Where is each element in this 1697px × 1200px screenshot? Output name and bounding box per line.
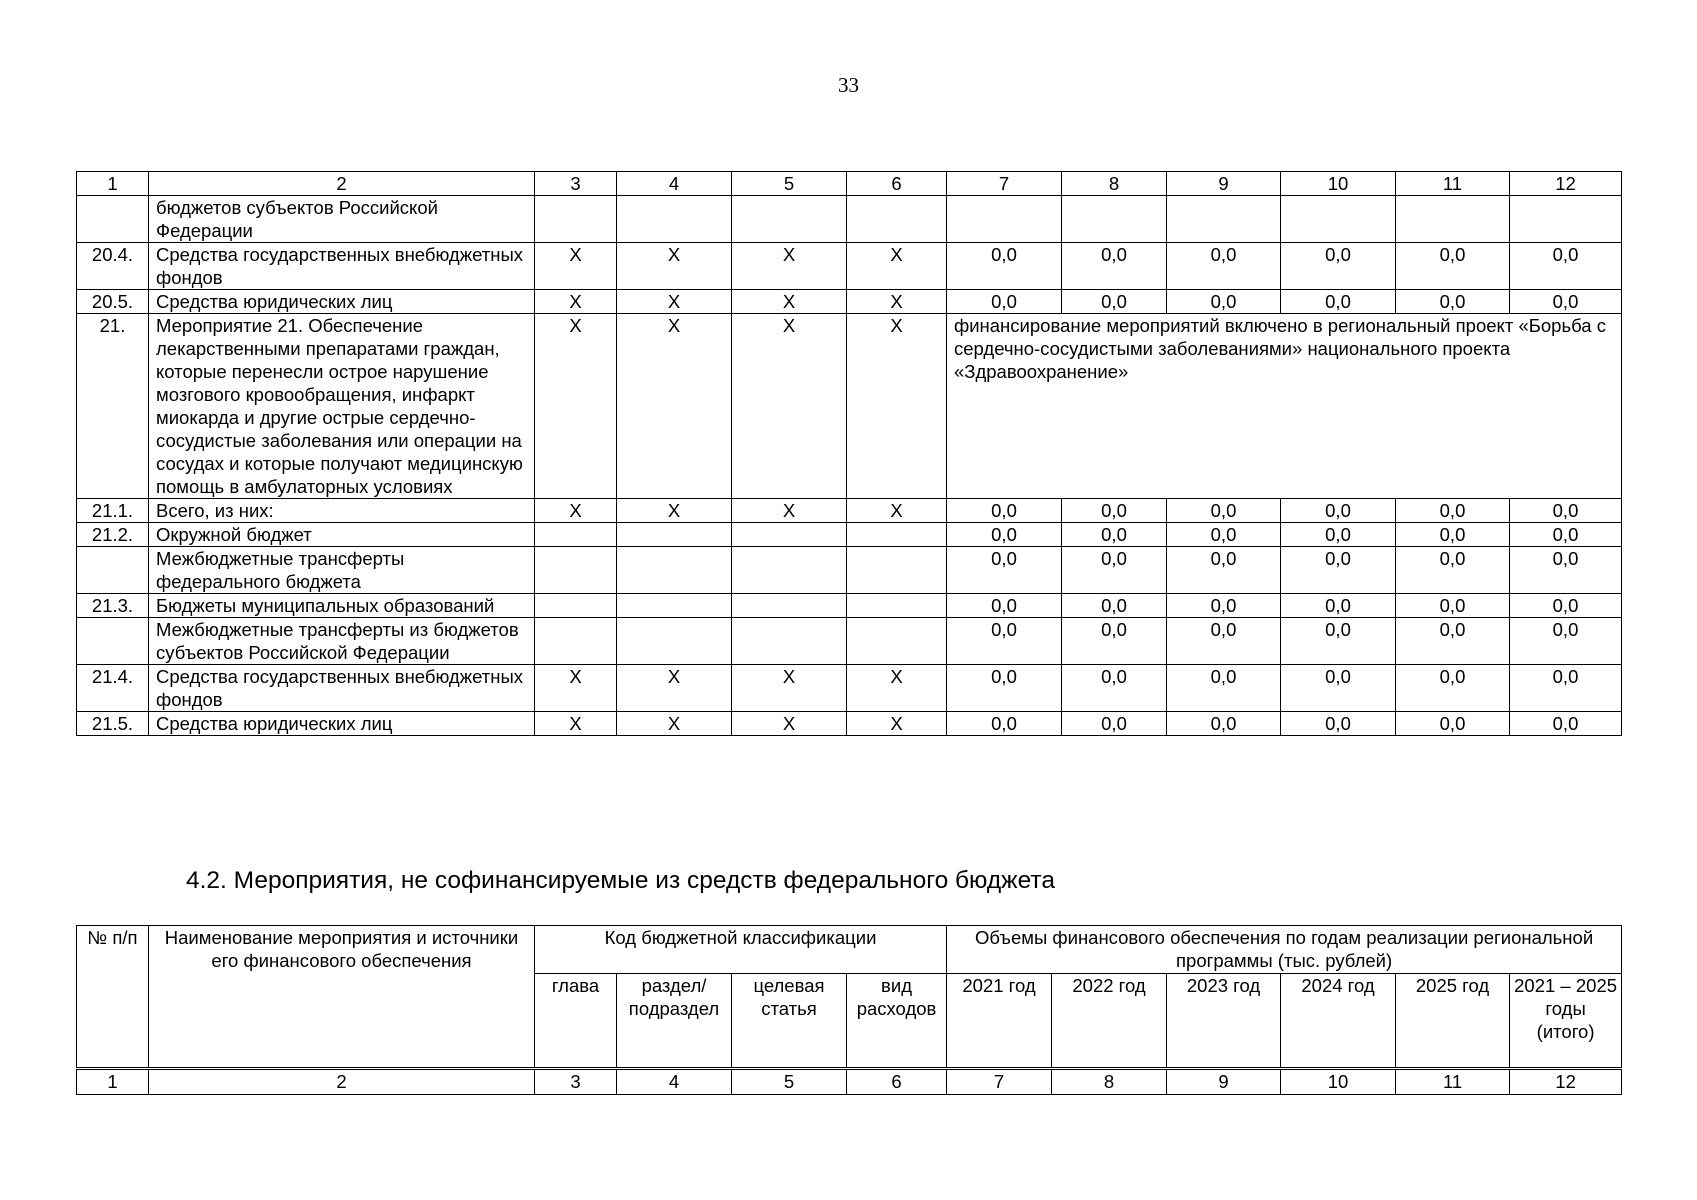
budget-code-cell: X <box>732 290 847 314</box>
column-number: 1 <box>77 172 149 196</box>
value-cell: 0,0 <box>1510 594 1622 618</box>
header-year-2025: 2025 год <box>1396 974 1510 1069</box>
budget-code-cell <box>847 523 947 547</box>
column-number: 5 <box>732 172 847 196</box>
table-row <box>77 712 1622 736</box>
value-cell <box>1281 196 1396 243</box>
column-number: 6 <box>847 1069 947 1095</box>
value-cell: 0,0 <box>1062 499 1167 523</box>
value-cell <box>1396 196 1510 243</box>
value-cell: 0,0 <box>1281 547 1396 594</box>
row-number <box>77 196 149 243</box>
budget-code-cell <box>732 594 847 618</box>
row-name: бюджетов субъектов Российской Федерации <box>149 196 535 243</box>
header-section: раздел/ подраздел <box>617 974 732 1069</box>
value-cell: 0,0 <box>1510 290 1622 314</box>
row-name: Окружной бюджет <box>149 523 535 547</box>
value-cell: 0,0 <box>1167 618 1281 665</box>
header-name: Наименование мероприятия и источники его финансового обеспечения <box>149 926 535 1069</box>
budget-code-cell: X <box>535 290 617 314</box>
budget-code-cell <box>617 523 732 547</box>
column-number: 12 <box>1510 172 1622 196</box>
value-cell: 0,0 <box>947 665 1062 712</box>
column-number: 8 <box>1062 172 1167 196</box>
table-row <box>77 290 1622 314</box>
value-cell: 0,0 <box>1396 547 1510 594</box>
row-number: 20.5. <box>77 290 149 314</box>
value-cell: 0,0 <box>1167 290 1281 314</box>
value-cell: 0,0 <box>1396 523 1510 547</box>
column-number: 9 <box>1167 1069 1281 1095</box>
budget-code-cell <box>535 523 617 547</box>
value-cell: 0,0 <box>1281 243 1396 290</box>
row-number: 21.3. <box>77 594 149 618</box>
value-cell: 0,0 <box>1167 523 1281 547</box>
budget-code-cell: X <box>732 712 847 736</box>
value-cell: 0,0 <box>1396 243 1510 290</box>
column-number: 5 <box>732 1069 847 1095</box>
value-cell: 0,0 <box>1396 618 1510 665</box>
value-cell: 0,0 <box>1167 712 1281 736</box>
event-21-row <box>77 314 1622 499</box>
budget-code-cell <box>617 594 732 618</box>
header-budget-code: Код бюджетной классификации <box>535 926 947 974</box>
column-number: 4 <box>617 172 732 196</box>
budget-code-cell: X <box>847 314 947 499</box>
column-number: 11 <box>1396 1069 1510 1095</box>
column-number-row <box>77 172 1622 196</box>
value-cell: 0,0 <box>1510 665 1622 712</box>
budget-code-cell <box>732 196 847 243</box>
table-row <box>77 243 1622 290</box>
budget-code-cell <box>617 196 732 243</box>
column-number: 8 <box>1052 1069 1167 1095</box>
budget-code-cell: X <box>732 499 847 523</box>
budget-code-cell <box>847 618 947 665</box>
column-number: 10 <box>1281 1069 1396 1095</box>
row-number: 21. <box>77 314 149 499</box>
value-cell: 0,0 <box>947 712 1062 736</box>
value-cell: 0,0 <box>1396 712 1510 736</box>
value-cell: 0,0 <box>947 594 1062 618</box>
header-chapter: глава <box>535 974 617 1069</box>
table-row <box>77 196 1622 243</box>
budget-code-cell <box>535 594 617 618</box>
value-cell: 0,0 <box>1396 594 1510 618</box>
value-cell <box>1510 196 1622 243</box>
value-cell: 0,0 <box>1167 665 1281 712</box>
value-cell: 0,0 <box>1167 243 1281 290</box>
table-row <box>77 665 1622 712</box>
column-number: 3 <box>535 1069 617 1095</box>
budget-code-cell: X <box>617 665 732 712</box>
value-cell <box>1062 196 1167 243</box>
budget-code-cell <box>732 618 847 665</box>
row-number: 21.5. <box>77 712 149 736</box>
value-cell: 0,0 <box>1281 712 1396 736</box>
header-total: 2021 – 2025 годы (итого) <box>1510 974 1622 1069</box>
header-expense-type: вид расходов <box>847 974 947 1069</box>
row-name: Средства государственных внебюджетных фондов <box>149 665 535 712</box>
column-number: 3 <box>535 172 617 196</box>
value-cell: 0,0 <box>1062 243 1167 290</box>
value-cell: 0,0 <box>1167 594 1281 618</box>
value-cell: 0,0 <box>947 618 1062 665</box>
value-cell: 0,0 <box>1062 665 1167 712</box>
value-cell: 0,0 <box>1062 290 1167 314</box>
column-number: 2 <box>149 172 535 196</box>
budget-code-cell <box>847 196 947 243</box>
table-row <box>77 594 1622 618</box>
column-number: 9 <box>1167 172 1281 196</box>
budget-code-cell: X <box>847 243 947 290</box>
budget-code-cell: X <box>847 665 947 712</box>
row-number: 21.2. <box>77 523 149 547</box>
value-cell <box>1167 196 1281 243</box>
column-number: 10 <box>1281 172 1396 196</box>
value-cell <box>947 196 1062 243</box>
row-number: 21.4. <box>77 665 149 712</box>
row-number <box>77 547 149 594</box>
budget-code-cell <box>535 618 617 665</box>
table-row <box>77 547 1622 594</box>
column-number-row <box>77 1069 1622 1095</box>
value-cell: 0,0 <box>1062 523 1167 547</box>
value-cell: 0,0 <box>1167 499 1281 523</box>
column-number: 7 <box>947 172 1062 196</box>
table-row <box>77 523 1622 547</box>
value-cell: 0,0 <box>1281 290 1396 314</box>
budget-code-cell: X <box>732 243 847 290</box>
budget-code-cell <box>732 547 847 594</box>
budget-code-cell: X <box>535 712 617 736</box>
value-cell: 0,0 <box>947 243 1062 290</box>
column-number: 12 <box>1510 1069 1622 1095</box>
value-cell: 0,0 <box>947 290 1062 314</box>
value-cell: 0,0 <box>1510 243 1622 290</box>
budget-code-cell <box>847 594 947 618</box>
page-number: 33 <box>838 73 859 97</box>
budget-code-cell: X <box>535 665 617 712</box>
column-number: 6 <box>847 172 947 196</box>
row-name: Средства юридических лиц <box>149 290 535 314</box>
funding-table <box>76 171 1622 736</box>
budget-code-cell <box>617 618 732 665</box>
row-name: Средства юридических лиц <box>149 712 535 736</box>
value-cell: 0,0 <box>1062 712 1167 736</box>
header-year-2024: 2024 год <box>1281 974 1396 1069</box>
row-name: Межбюджетные трансферты федерального бюджета <box>149 547 535 594</box>
value-cell: 0,0 <box>1510 499 1622 523</box>
value-cell: 0,0 <box>1281 618 1396 665</box>
value-cell: 0,0 <box>1167 547 1281 594</box>
column-number: 11 <box>1396 172 1510 196</box>
value-cell: 0,0 <box>1062 547 1167 594</box>
table-row <box>77 618 1622 665</box>
value-cell: 0,0 <box>1062 594 1167 618</box>
row-number: 21.1. <box>77 499 149 523</box>
header-num: № п/п <box>77 926 149 1069</box>
section-title: 4.2. Мероприятия, не софинансируемые из средств федерального бюджета <box>186 867 1055 894</box>
value-cell: 0,0 <box>1281 594 1396 618</box>
value-cell: 0,0 <box>947 499 1062 523</box>
header-table <box>76 925 1622 1095</box>
header-year-2022: 2022 год <box>1052 974 1167 1069</box>
value-cell: 0,0 <box>1510 712 1622 736</box>
budget-code-cell: X <box>847 499 947 523</box>
value-cell: 0,0 <box>1510 618 1622 665</box>
value-cell: 0,0 <box>1510 523 1622 547</box>
budget-code-cell: X <box>617 499 732 523</box>
value-cell: 0,0 <box>1281 665 1396 712</box>
column-number: 1 <box>77 1069 149 1095</box>
value-cell: 0,0 <box>1281 523 1396 547</box>
row-name: Всего, из них: <box>149 499 535 523</box>
value-cell: 0,0 <box>1396 499 1510 523</box>
budget-code-cell: X <box>535 243 617 290</box>
value-cell: 0,0 <box>947 523 1062 547</box>
value-cell: 0,0 <box>1281 499 1396 523</box>
value-cell: 0,0 <box>1396 290 1510 314</box>
budget-code-cell <box>535 196 617 243</box>
column-number: 7 <box>947 1069 1052 1095</box>
funding-note: финансирование мероприятий включено в региональный проект «Борьба с сердечно-сосудистыми заболеваниями» национального проекта «Здравоохранение» <box>947 314 1622 499</box>
value-cell: 0,0 <box>1510 547 1622 594</box>
budget-code-cell <box>847 547 947 594</box>
budget-code-cell: X <box>617 290 732 314</box>
row-name: Мероприятие 21. Обеспечение лекарственными препаратами граждан, которые перенесли острое нарушение мозгового кровообращения, инфаркт миокарда и другие острые сердечно-сосудистые заболевания или операции на сосудах и которые получают медицинскую помощь в амбулаторных условиях <box>149 314 535 499</box>
row-name: Бюджеты муниципальных образований <box>149 594 535 618</box>
value-cell: 0,0 <box>947 547 1062 594</box>
budget-code-cell: X <box>535 314 617 499</box>
budget-code-cell <box>732 523 847 547</box>
budget-code-cell: X <box>732 314 847 499</box>
header-year-2023: 2023 год <box>1167 974 1281 1069</box>
column-number: 4 <box>617 1069 732 1095</box>
budget-code-cell: X <box>847 290 947 314</box>
header-year-2021: 2021 год <box>947 974 1052 1069</box>
row-number: 20.4. <box>77 243 149 290</box>
budget-code-cell: X <box>732 665 847 712</box>
table-row <box>77 499 1622 523</box>
budget-code-cell: X <box>617 243 732 290</box>
value-cell: 0,0 <box>1396 665 1510 712</box>
row-name: Межбюджетные трансферты из бюджетов субъектов Российской Федерации <box>149 618 535 665</box>
budget-code-cell: X <box>617 314 732 499</box>
budget-code-cell <box>535 547 617 594</box>
budget-code-cell: X <box>617 712 732 736</box>
column-number: 2 <box>149 1069 535 1095</box>
header-funding-volume: Объемы финансового обеспечения по годам реализации региональной программы (тыс. рублей) <box>947 926 1622 974</box>
budget-code-cell <box>617 547 732 594</box>
row-name: Средства государственных внебюджетных фондов <box>149 243 535 290</box>
budget-code-cell: X <box>847 712 947 736</box>
value-cell: 0,0 <box>1062 618 1167 665</box>
header-target-article: целевая статья <box>732 974 847 1069</box>
budget-code-cell: X <box>535 499 617 523</box>
row-number <box>77 618 149 665</box>
